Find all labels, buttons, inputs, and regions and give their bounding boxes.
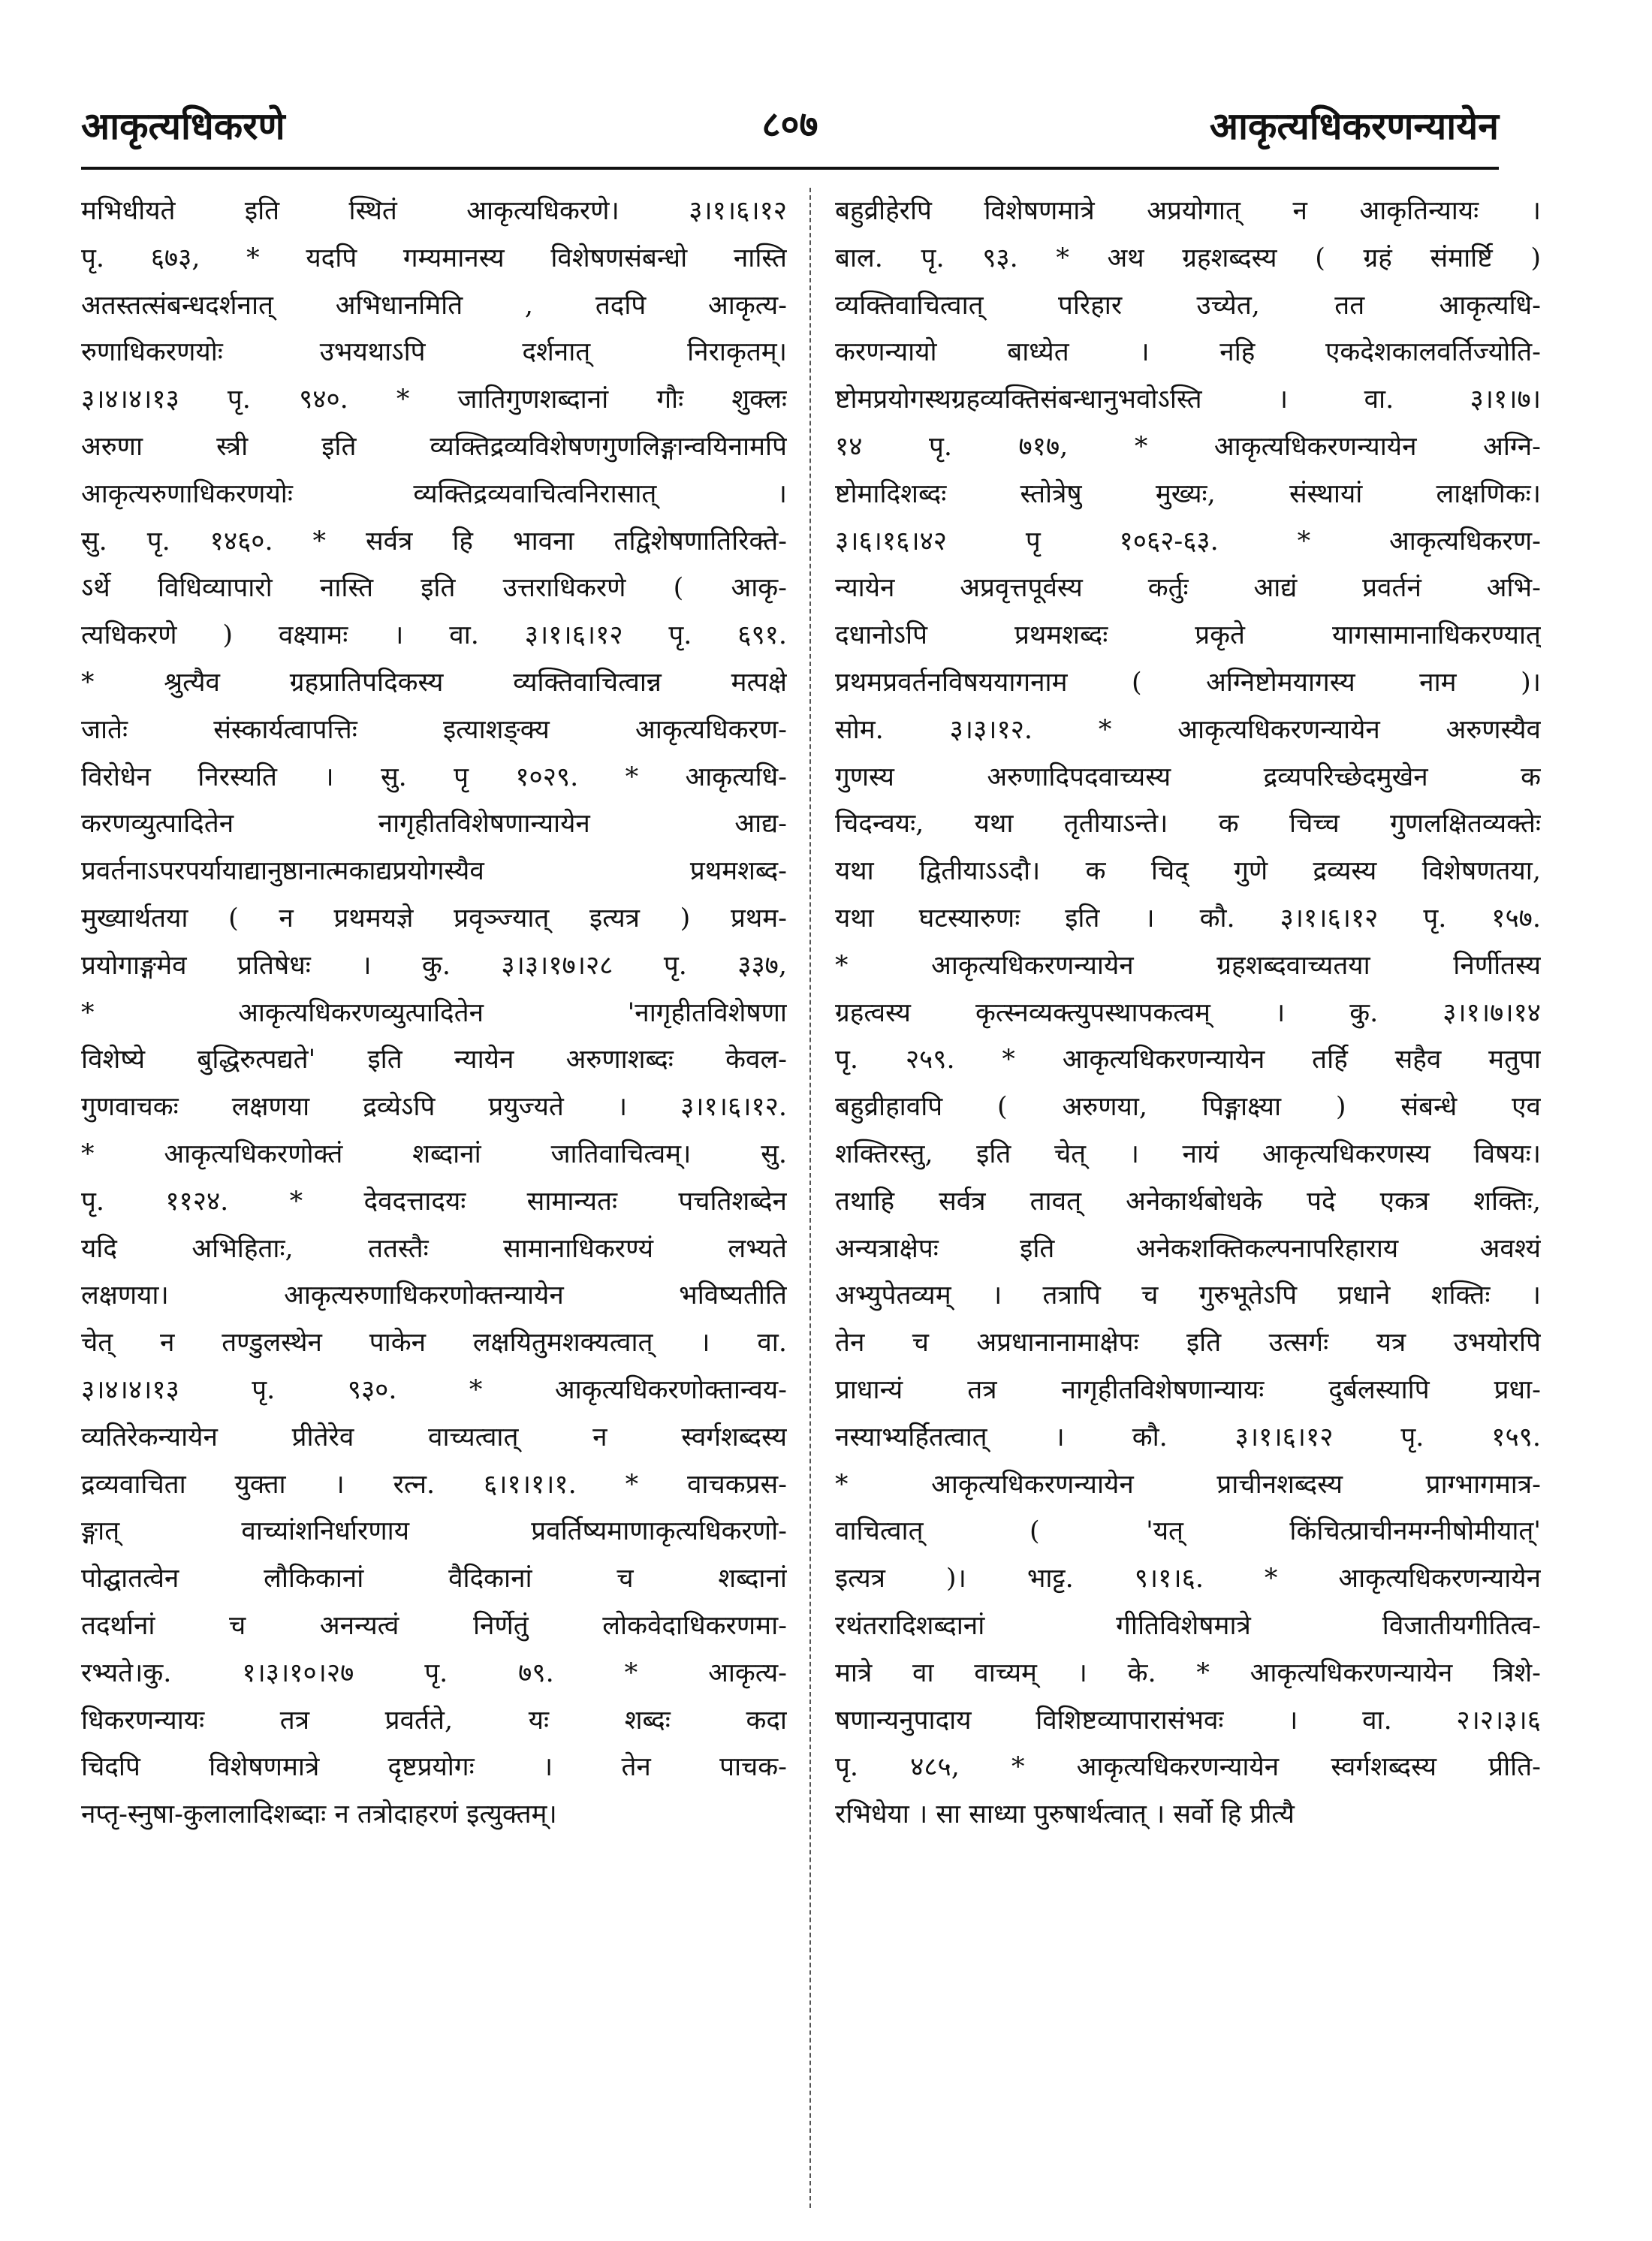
text-line: बाल. पृ. ९३. * अथ ग्रहशब्दस्य ( ग्रहं संमार्ष्टि ) [835, 243, 1541, 273]
text-line: ङ्गात् वाच्यांशनिर्धारणाय प्रवर्तिष्यमाणाकृत्यधिकरणो- [81, 1516, 787, 1547]
text-line: पृ. ११२४. * देवदत्तादयः सामान्यतः पचतिशब्देन [81, 1186, 787, 1217]
text-line: ष्टोमप्रयोगस्थग्रहव्यक्तिसंबन्धानुभवोऽस्ति । वा. ३।१।७। [835, 385, 1541, 415]
text-line: अभ्युपेतव्यम् । तत्रापि च गुरुभूतेऽपि प्रधाने शक्तिः । [835, 1280, 1541, 1311]
text-line: द्रव्यवाचिता युक्ता । रत्न. ६।१।१।१. * वाचकप्रस- [81, 1469, 787, 1500]
text-line: नप्तृ-स्नुषा-कुलालादिशब्दाः न तत्रोदाहरणं इत्युक्तम्। [81, 1799, 557, 1830]
text-line: रथंतरादिशब्दानां गीतिविशेषमात्रे विजातीयगीतित्व- [835, 1610, 1541, 1641]
text-line: तेन च अप्रधानानामाक्षेपः इति उत्सर्गः यत्र उभयोरपि [835, 1328, 1541, 1359]
text-line: ३।४।४।१३ पृ. ९३०. * आकृत्यधिकरणोक्तान्वय- [81, 1374, 787, 1405]
text-line: १४ पृ. ७१७, * आकृत्यधिकरणन्यायेन अग्नि- [835, 431, 1541, 462]
column-divider [809, 188, 811, 2208]
text-line: तदर्थानां च अनन्यत्वं निर्णेतुं लोकवेदाधिकरणमा- [81, 1610, 787, 1641]
text-line: बहुव्रीहेरपि विशेषणमात्रे अप्रयोगात् न आकृतिन्यायः । [835, 196, 1541, 226]
text-line: ग्रहत्वस्य कृत्स्नव्यक्त्युपस्थापकत्वम् । कु. ३।१।७।१४ [835, 997, 1541, 1028]
right-column [835, 188, 1541, 1838]
text-line: * श्रुत्यैव ग्रहप्रातिपदिकस्य व्यक्तिवाचित्वान्न मत्पक्षे [81, 667, 787, 698]
page-number: ८०७ [761, 104, 818, 146]
text-line: आकृत्यरुणाधिकरणयोः व्यक्तिद्रव्यवाचित्वनिरासात् । [81, 478, 787, 509]
text-line: * आकृत्यधिकरणोक्तं शब्दानां जातिवाचित्वम्। सु. [81, 1139, 787, 1169]
page-header [81, 93, 1499, 162]
left-column [81, 188, 787, 1838]
running-head-left: आकृत्यधिकरणे [81, 104, 285, 148]
text-line: जातेः संस्कार्यत्वापत्तिः इत्याशङ्क्य आकृत्यधिकरण- [81, 714, 787, 745]
text-line: गुणवाचकः लक्षणया द्रव्येऽपि प्रयुज्यते । ३।१।६।१२. [81, 1092, 787, 1123]
text-line: सु. पृ. १४६०. * सर्वत्र हि भावना तद्विशेषणातिरिक्ते- [81, 526, 787, 556]
text-line: चेत् न तण्डुलस्थेन पाकेन लक्षयितुमशक्यत्वात् । वा. [81, 1328, 787, 1359]
text-line: ३।४।४।१३ पृ. ९४०. * जातिगुणशब्दानां गौः शुक्लः [81, 385, 787, 415]
text-line: चिदपि विशेषणमात्रे दृष्टप्रयोगः । तेन पाचक- [81, 1752, 787, 1783]
text-line: मभिधीयते इति स्थितं आकृत्यधिकरणे। ३।१।६।१२ [81, 196, 787, 226]
text-line: प्रथमप्रवर्तनविषययागनाम ( अग्निष्टोमयागस्य नाम )। [835, 667, 1541, 698]
text-line: यथा घटस्यारुणः इति । कौ. ३।१।६।१२ पृ. १५७. [835, 903, 1541, 933]
text-line: विशेष्ये बुद्धिरुत्पद्यते' इति न्यायेन अरुणाशब्दः केवल- [81, 1045, 787, 1075]
text-line: करणन्यायो बाध्येत । नहि एकदेशकालवर्तिज्योति- [835, 337, 1541, 368]
text-line: पोद्घातत्वेन लौकिकानां वैदिकानां च शब्दानां [81, 1564, 787, 1594]
text-line: मुख्यार्थतया ( न प्रथमयज्ञे प्रवृञ्ज्यात् इत्यत्र ) प्रथम- [81, 903, 787, 933]
text-line: इत्यत्र )। भाट्ट. ९।१।६. * आकृत्यधिकरणन्यायेन [835, 1564, 1541, 1594]
text-line: विरोधेन निरस्यति । सु. पृ १०२९. * आकृत्यधि- [81, 762, 787, 792]
text-line: प्राधान्यं तत्र नागृहीतविशेषणान्यायः दुर्बलस्यापि प्रधा- [835, 1374, 1541, 1405]
text-line: अरुणा स्त्री इति व्यक्तिद्रव्यविशेषणगुणलिङ्गान्वयिनामपि [81, 431, 787, 462]
text-line: पृ. ६७३, * यदपि गम्यमानस्य विशेषणसंबन्धो नास्ति [81, 243, 787, 273]
text-line: तथाहि सर्वत्र तावत् अनेकार्थबोधके पदे एकत्र शक्तिः, [835, 1186, 1541, 1217]
text-line: धिकरणन्यायः तत्र प्रवर्तते, यः शब्दः कदा [81, 1705, 787, 1736]
text-line: गुणस्य अरुणादिपदवाच्यस्य द्रव्यपरिच्छेदमुखेन क [835, 762, 1541, 792]
text-line: रुणाधिकरणयोः उभयथाऽपि दर्शनात् निराकृतम्। [81, 337, 787, 368]
text-line: करणव्युत्पादितेन नागृहीतविशेषणान्यायेन आद्य- [81, 809, 787, 840]
text-line: पृ. २५९. * आकृत्यधिकरणन्यायेन तर्हि सहैव मतुपा [835, 1045, 1541, 1075]
text-line: व्यतिरेकन्यायेन प्रीतेरेव वाच्यत्वात् न स्वर्गशब्दस्य [81, 1422, 787, 1452]
text-line: सोम. ३।३।१२. * आकृत्यधिकरणन्यायेन अरुणस्यैव [835, 714, 1541, 745]
text-line: यथा द्वितीयाऽऽदौ। क चिद् गुणे द्रव्यस्य विशेषणतया, [835, 856, 1541, 887]
text-line: * आकृत्यधिकरणव्युत्पादितेन 'नागृहीतविशेषणा [81, 997, 787, 1028]
text-line: बहुव्रीहावपि ( अरुणया, पिङ्गाक्ष्या ) संबन्धे एव [835, 1092, 1541, 1123]
text-line: मात्रे वा वाच्यम् । के. * आकृत्यधिकरणन्यायेन त्रिशे- [835, 1657, 1541, 1688]
text-line: शक्तिरस्तु, इति चेत् । नायं आकृत्यधिकरणस्य विषयः। [835, 1139, 1541, 1169]
text-line: ३।६।१६।४२ पृ १०६२-६३. * आकृत्यधिकरण- [835, 526, 1541, 556]
text-line: नस्याभ्यर्हितत्वात् । कौ. ३।१।६।१२ पृ. १५९. [835, 1422, 1541, 1452]
running-head-right: आकृत्यधिकरणन्यायेन [1209, 104, 1499, 148]
text-line: त्यधिकरणे ) वक्ष्यामः । वा. ३।१।६।१२ पृ. ६९१. [81, 620, 787, 651]
header-rule [81, 167, 1499, 170]
text-line: न्यायेन अप्रवृत्तपूर्वस्य कर्तुः आद्यं प्रवर्तनं अभि- [835, 573, 1541, 604]
text-line: प्रयोगाङ्गमेव प्रतिषेधः । कु. ३।३।१७।२८ पृ. ३३७, [81, 950, 787, 981]
text-line: रभ्यते।कु. १।३।१०।२७ पृ. ७९. * आकृत्य- [81, 1657, 787, 1688]
text-line: अन्यत्राक्षेपः इति अनेकशक्तिकल्पनापरिहाराय अवश्यं [835, 1233, 1541, 1264]
text-line: लक्षणया। आकृत्यरुणाधिकरणोक्तन्यायेन भविष्यतीति [81, 1280, 787, 1311]
text-line: पृ. ४८५, * आकृत्यधिकरणन्यायेन स्वर्गशब्दस्य प्रीति- [835, 1752, 1541, 1783]
text-line: यदि अभिहिताः, ततस्तैः सामानाधिकरण्यं लभ्यते [81, 1233, 787, 1264]
text-line: षणान्यनुपादाय विशिष्टव्यापारासंभवः । वा. २।२।३।६ [835, 1705, 1541, 1736]
text-line: प्रवर्तनाऽपरपर्यायाद्यानुष्ठानात्मकाद्यप्रयोगस्यैव प्रथमशब्द- [81, 856, 787, 887]
text-line: * आकृत्यधिकरणन्यायेन प्राचीनशब्दस्य प्राग्भागमात्र- [835, 1469, 1541, 1500]
text-line: रभिधेया । सा साध्या पुरुषार्थत्वात् । सर्वो हि प्रीत्यै [835, 1799, 1295, 1830]
text-line: वाचित्वात् ( 'यत् किंचित्प्राचीनमग्नीषोमीयात्' [835, 1516, 1541, 1547]
text-line: * आकृत्यधिकरणन्यायेन ग्रहशब्दवाच्यतया निर्णीतस्य [835, 950, 1541, 981]
text-line: ऽर्थे विधिव्यापारो नास्ति इति उत्तराधिकरणे ( आकृ- [81, 573, 787, 604]
text-line: अतस्तत्संबन्धदर्शनात् अभिधानमिति , तदपि आकृत्य- [81, 290, 787, 321]
text-line: चिदन्वयः, यथा तृतीयाऽन्ते। क चिच्च गुणलक्षितव्यक्तेः [835, 809, 1541, 840]
text-line: ष्टोमादिशब्दः स्तोत्रेषु मुख्यः, संस्थायां लाक्षणिकः। [835, 478, 1541, 509]
text-line: व्यक्तिवाचित्वात् परिहार उच्येत, तत आकृत्यधि- [835, 290, 1541, 321]
text-line: दधानोऽपि प्रथमशब्दः प्रकृते यागसामानाधिकरण्यात् [835, 620, 1541, 651]
